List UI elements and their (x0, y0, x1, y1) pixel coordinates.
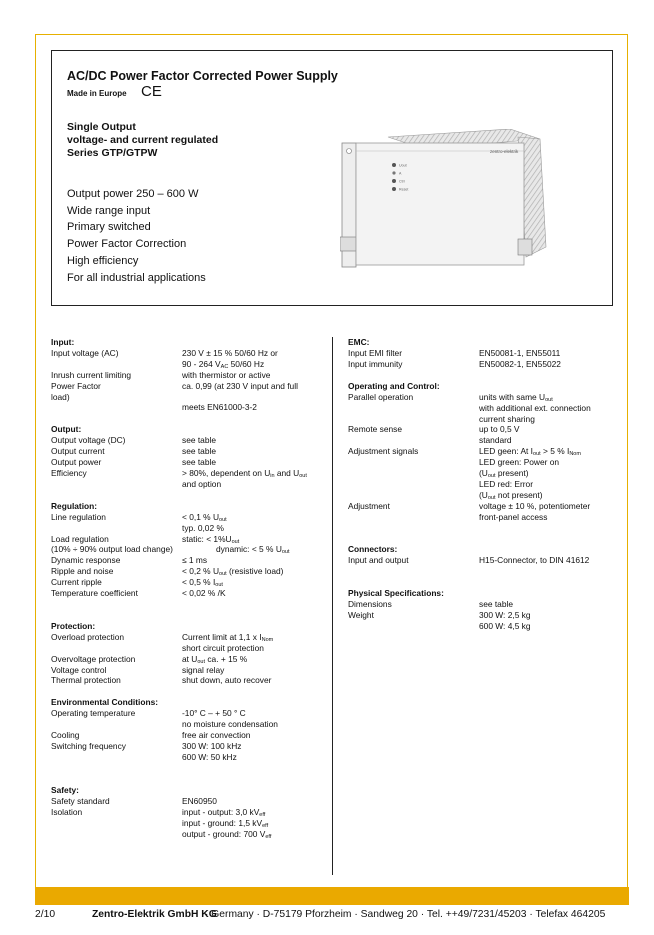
subscript: out (197, 658, 206, 665)
spec-label: Load regulation (51, 533, 109, 544)
value-text: ca. + 15 % (205, 653, 248, 664)
page-title: AC/DC Power Factor Corrected Power Supply (67, 69, 338, 83)
spec-label: Current ripple (51, 577, 102, 588)
subscript: out (215, 582, 223, 589)
spec-row (348, 424, 520, 435)
value-text: not present) (495, 489, 543, 500)
value-text: < 0,02 % /K (182, 588, 226, 599)
spec-label: Temperature coefficient (51, 588, 138, 599)
value-text: with thermistor or active (182, 369, 271, 380)
section-heading: Connectors: (348, 544, 398, 555)
subscript: eff (265, 833, 272, 840)
spacer (348, 577, 444, 588)
spec-label: Output voltage (DC) (51, 435, 126, 446)
value-text: front-panel access (479, 511, 548, 522)
value-text: > 5 % I (540, 446, 570, 457)
value-text: (U (479, 489, 488, 500)
value-text: and option (182, 478, 222, 489)
spec-value (479, 512, 547, 523)
spec-value (182, 370, 270, 381)
spec-row (348, 457, 560, 468)
value-text: and U (274, 468, 300, 479)
spec-label: load) (51, 391, 70, 402)
section-heading: EMC: (348, 337, 370, 347)
spec-row (51, 468, 307, 480)
value-text: see table (479, 599, 513, 610)
spacer (348, 522, 444, 533)
feature-item: Wide range input (67, 204, 151, 217)
spec-row (348, 511, 548, 523)
spec-row (348, 358, 561, 370)
spec-label: Remote sense (348, 424, 402, 435)
spec-row (348, 435, 512, 446)
section-heading: Environmental Conditions: (51, 697, 159, 708)
spec-value (479, 403, 591, 414)
spec-row (51, 741, 242, 752)
spec-label: Ripple and noise (51, 566, 114, 577)
spec-row (51, 588, 226, 599)
spec-column-right (348, 337, 591, 632)
subscript: out (533, 451, 541, 458)
led-label: Reset (399, 187, 409, 192)
value-text: typ. 0,02 % (182, 522, 224, 533)
feature-list (67, 186, 206, 286)
value-text: with additional ext. connection (479, 402, 591, 413)
subscript: eff (262, 822, 269, 829)
spec-row (348, 489, 543, 501)
value-text: -10° C – + 50 ° C (182, 708, 246, 719)
subscript: out (281, 549, 290, 556)
spec-row (51, 730, 251, 741)
led-icon (392, 179, 396, 183)
spacer (51, 599, 158, 610)
spec-row (51, 664, 225, 676)
led-icon (392, 163, 396, 167)
spec-label: Overload protection (51, 631, 125, 642)
spec-row (348, 555, 590, 566)
section-heading: Safety: (51, 784, 79, 795)
spec-row (51, 533, 240, 545)
section-heading: Regulation: (51, 500, 98, 511)
value-text: LED red: Error (479, 478, 533, 489)
spec-label: Input EMI filter (348, 348, 402, 358)
subscript: out (487, 473, 496, 480)
spec-value (479, 457, 559, 468)
spec-label: Dynamic response (51, 555, 121, 566)
spec-label: Weight (348, 610, 374, 621)
spec-value (182, 796, 217, 807)
spec-label: Input and output (348, 555, 409, 566)
spec-row (51, 478, 222, 490)
value-text: input - ground: 1,5 kV (182, 817, 263, 828)
spec-value (182, 446, 216, 457)
spec-row (51, 544, 290, 556)
spacer (51, 763, 158, 774)
value-text: < 0,2 % U (182, 566, 220, 577)
value-text: short circuit protection (182, 642, 264, 653)
spec-row (51, 380, 298, 392)
section-heading: Operating and Control: (348, 380, 440, 391)
spec-value (479, 414, 535, 425)
spec-row (348, 500, 591, 512)
spec-label: Output current (51, 446, 105, 457)
spacer (348, 370, 444, 381)
spec-label: Cooling (51, 730, 80, 741)
spec-value (479, 610, 531, 621)
led-label: Uout (399, 163, 407, 168)
value-text: voltage ± 10 %, potentiometer (479, 500, 591, 511)
spec-row (51, 402, 257, 413)
ce-mark-icon: CE (141, 83, 162, 100)
spec-value (479, 435, 512, 446)
spec-row (348, 478, 533, 490)
spec-value (479, 348, 560, 359)
value-text: units with same U (479, 391, 546, 402)
section-heading: Output: (51, 424, 82, 435)
value-text: standard (479, 435, 512, 446)
value-text: EN50082-1, EN55022 (479, 358, 561, 369)
subscript: Nom (261, 636, 274, 643)
spec-value (479, 424, 520, 435)
value-text: up to 0,5 V (479, 424, 520, 435)
led-label: Ctrl (399, 179, 405, 184)
spacer (51, 686, 158, 697)
product-subtitle (67, 121, 218, 160)
spec-value (182, 708, 246, 719)
spec-row (51, 358, 265, 370)
spec-label: Switching frequency (51, 741, 126, 752)
spec-row (51, 828, 272, 840)
spec-row (51, 566, 284, 578)
value-text: ≤ 1 ms (182, 555, 208, 566)
spec-value (182, 665, 224, 676)
value-text: dynamic: < 5 % U (216, 544, 282, 555)
spacer (51, 413, 158, 424)
spec-value (182, 555, 207, 566)
value-text: 50/60 Hz (228, 358, 265, 369)
spec-row (51, 511, 227, 523)
spec-value (182, 402, 257, 413)
subtitle-line: Series GTP/GTPW (67, 147, 158, 159)
spec-value (182, 348, 278, 359)
value-text: 300 W: 2,5 kg (479, 610, 531, 621)
product-photo (340, 129, 550, 269)
spec-label: Power Factor (51, 380, 101, 391)
section-heading: Physical Specifications: (348, 588, 444, 599)
spec-label: Line regulation (51, 511, 106, 522)
value-text: static: < 1%U (182, 533, 232, 544)
spec-row (348, 413, 535, 425)
footer-bar (35, 887, 629, 905)
spec-label: Adjustment (348, 500, 390, 511)
value-text: EN50081-1, EN55011 (479, 348, 561, 358)
spec-row (51, 555, 208, 566)
spec-label: Input voltage (AC) (51, 348, 119, 358)
spec-label: Operating temperature (51, 708, 136, 719)
spec-value (182, 675, 271, 686)
spec-label: Efficiency (51, 468, 87, 479)
spec-row (51, 806, 266, 818)
spec-value (216, 544, 290, 558)
value-text: (U (479, 468, 488, 479)
subscript: out (219, 516, 227, 523)
spec-value (182, 457, 216, 468)
spec-value (182, 381, 298, 392)
spec-row (348, 348, 561, 359)
spec-value (182, 435, 216, 446)
value-text: Current limit at 1,1 x I (182, 631, 262, 642)
spacer (51, 610, 158, 621)
spec-label: Thermal protection (51, 675, 121, 686)
subscript: out (219, 571, 227, 578)
value-text: 230 V ± 15 % 50/60 Hz or (182, 348, 278, 358)
value-text: output - ground: 700 V (182, 828, 266, 839)
led-label: A (399, 171, 402, 176)
subscript: in (270, 473, 275, 480)
spec-label: Safety standard (51, 795, 110, 806)
spec-row (348, 391, 553, 403)
subscript: AC (220, 363, 229, 370)
spec-value (182, 643, 264, 654)
spec-value (479, 479, 533, 490)
spec-label: Parallel operation (348, 391, 414, 402)
value-text: at U (182, 653, 198, 664)
feature-item: Output power 250 – 600 W (67, 188, 199, 200)
feature-item: Primary switched (67, 221, 151, 234)
value-text: no moisture condensation (182, 719, 278, 730)
spec-row (51, 577, 223, 589)
made-in-label: Made in Europe (67, 89, 127, 98)
reset-button-icon (392, 187, 396, 191)
value-text: H15-Connector, to DIN 41612 (479, 555, 590, 566)
column-divider (332, 337, 333, 875)
spec-column-left (51, 337, 307, 840)
feature-item: Power Factor Correction (67, 238, 187, 251)
brand-label: zentro-elektrik (490, 149, 519, 154)
spacer (348, 533, 444, 544)
spec-row (51, 522, 224, 534)
spec-row (348, 468, 529, 480)
spacer (51, 490, 158, 501)
value-text: 300 W: 100 kHz (182, 741, 242, 752)
spec-value (182, 730, 250, 741)
spec-value (479, 501, 590, 512)
value-text: LED geen: At I (479, 446, 534, 457)
spec-row (51, 708, 246, 719)
value-text: EN60950 (182, 795, 217, 806)
value-text: see table (182, 446, 216, 457)
value-text: present) (495, 468, 529, 479)
value-text: 90 - 264 V (182, 358, 221, 369)
feature-item: For all industrial applications (67, 271, 206, 284)
subscript: eff (259, 811, 266, 818)
spec-value (182, 719, 278, 730)
value-text: (resistive load) (226, 566, 284, 577)
led-icon (392, 171, 395, 174)
subtitle-line: Single Output (67, 121, 136, 133)
value-text: 600 W: 4,5 kg (479, 621, 531, 632)
section-heading: Protection: (51, 620, 96, 631)
value-text: free air convection (182, 730, 251, 741)
spec-row (51, 642, 264, 654)
value-text: < 0,1 % U (182, 511, 220, 522)
spec-row (51, 817, 269, 829)
spec-value (182, 588, 226, 599)
value-text: < 0,5 % I (182, 577, 216, 588)
value-text: see table (182, 435, 216, 446)
spec-value (479, 555, 589, 566)
value-text: shut down, auto recover (182, 675, 272, 686)
spec-value (479, 359, 561, 370)
spec-value (479, 621, 531, 632)
value-text: > 80%, dependent on U (182, 468, 271, 479)
spec-row (348, 610, 531, 621)
spec-label: Isolation (51, 806, 83, 817)
spec-label: Input immunity (348, 358, 403, 369)
spec-label: (10% ÷ 90% output load change) (51, 544, 173, 555)
company-name: Zentro-Elektrik GmbH KG (92, 909, 217, 920)
spec-row (51, 751, 237, 763)
spec-label: Output power (51, 457, 102, 468)
spec-label: Adjustment signals (348, 446, 419, 457)
value-text: meets EN61000-3-2 (182, 402, 257, 413)
spacer (348, 566, 444, 577)
product-header-box (51, 50, 613, 306)
value-text: 600 W: 50 kHz (182, 751, 237, 762)
spec-row (51, 675, 272, 686)
value-text: ca. 0,99 (at 230 V input and full (182, 380, 298, 391)
spec-row (348, 402, 591, 414)
spec-row (51, 435, 216, 446)
spec-row (348, 599, 513, 610)
spec-value (182, 741, 241, 752)
section-heading: Input: (51, 337, 75, 347)
spec-row (51, 653, 248, 665)
spec-value (182, 523, 224, 534)
subscript: out (487, 494, 496, 501)
subtitle-line: voltage- and current regulated (67, 134, 219, 146)
page-number: 2/10 (35, 909, 56, 920)
spec-row (51, 457, 216, 468)
subscript: out (231, 538, 240, 545)
value-text: see table (182, 457, 216, 468)
spec-row (51, 719, 278, 730)
spec-label: Overvoltage protection (51, 653, 136, 664)
value-text: current sharing (479, 413, 535, 424)
spec-value (479, 599, 513, 610)
subscript: Nom (569, 451, 581, 458)
feature-item: High efficiency (67, 254, 139, 267)
spec-value (182, 829, 271, 843)
spec-row (348, 621, 531, 632)
spec-value (182, 479, 221, 490)
value-text: input - output: 3,0 kV (182, 806, 260, 817)
spec-value (182, 752, 237, 763)
spec-row (348, 446, 581, 458)
value-text: signal relay (182, 664, 225, 675)
spec-row (51, 369, 271, 381)
spec-row (51, 446, 216, 457)
value-text: LED green: Power on (479, 457, 560, 468)
company-address: · Germany · D-75179 Pforzheim · Sandweg 20 · Tel. ++49/7231/45203 · Telefax 464205 (205, 909, 606, 920)
spacer (51, 774, 158, 785)
spec-row (51, 348, 278, 359)
spec-row (51, 795, 217, 807)
spec-row (51, 631, 274, 643)
spec-label: Dimensions (348, 599, 392, 610)
spec-label: Voltage control (51, 664, 107, 675)
spec-row (51, 392, 158, 403)
subscript: out (545, 396, 553, 403)
subscript: out (299, 473, 307, 480)
spec-label: Inrush current limiting (51, 369, 132, 380)
